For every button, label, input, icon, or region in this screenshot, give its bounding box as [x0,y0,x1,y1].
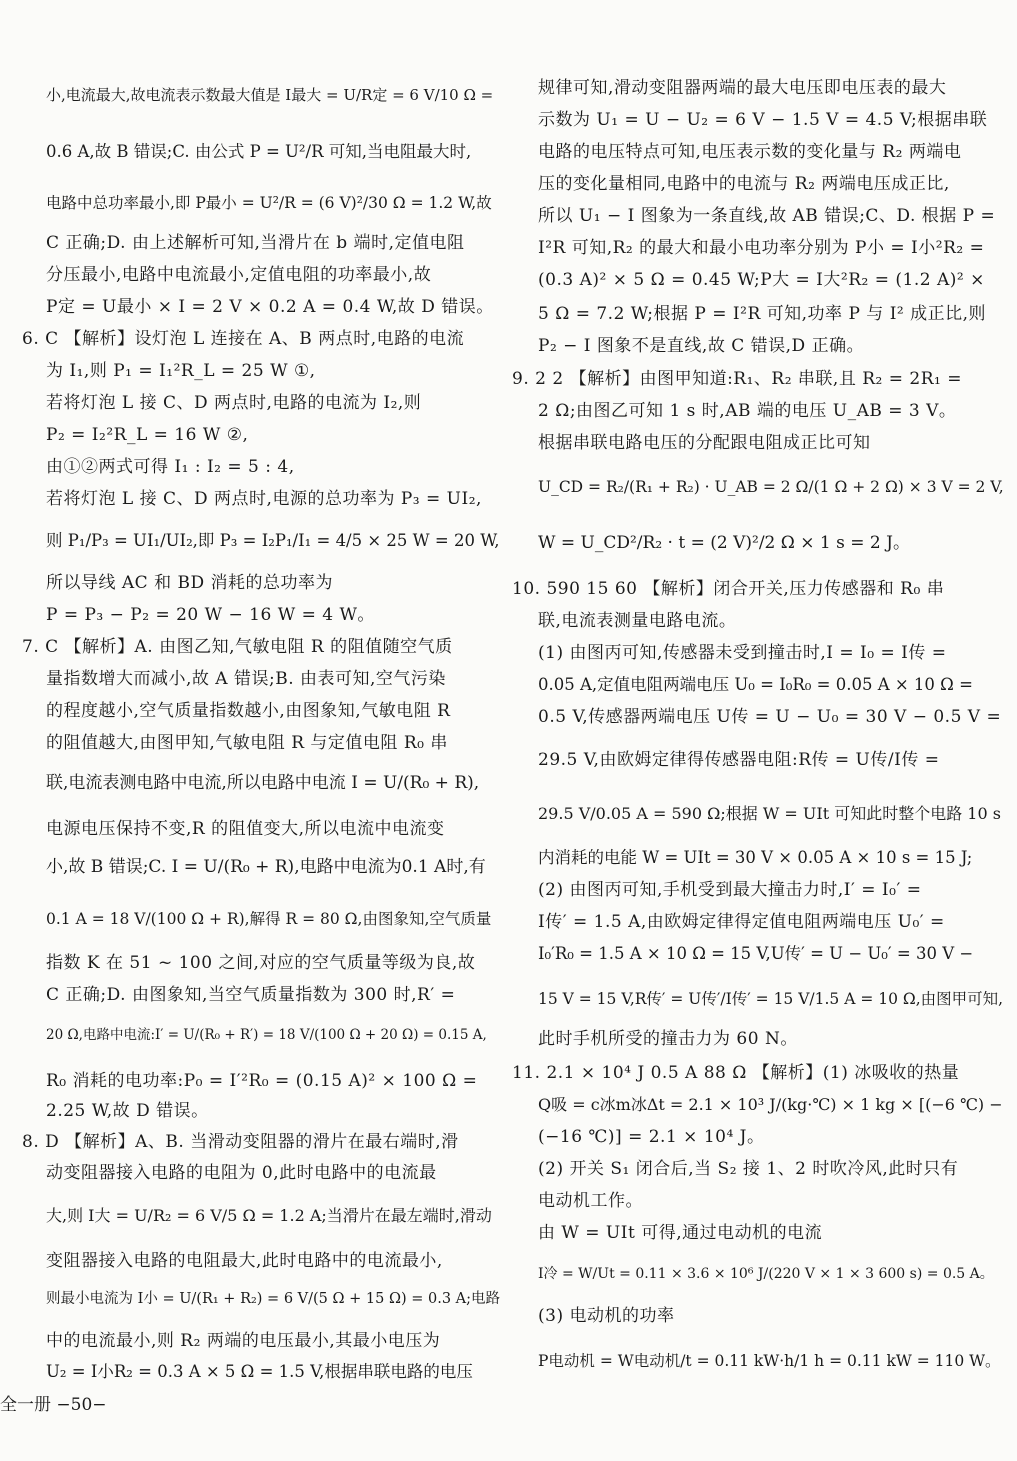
text-line: 分压最小,电路中电流最小,定值电阻的功率最小,故 [46,265,432,285]
text-line: P₂ = I₂²R_L = 16 W ②, [46,425,249,445]
text-line: 由①②两式可得 I₁ : I₂ = 5 : 4, [46,457,295,477]
text-line: U_CD = R₂/(R₁ + R₂) · U_AB = 2 Ω/(1 Ω + 2 Ω) × 3 V = 2 V, [538,478,1004,496]
text-line: 29.5 V,由欧姆定律得传感器电阻:R传 = U传/I传 = [538,750,940,770]
answer-8-heading: 8. D 【解析】A、B. 当滑动变阻器的滑片在最右端时,滑 [22,1132,459,1152]
text-line: 0.05 A,定值电阻两端电压 U₀ = I₀R₀ = 0.05 A × 10 Ω = [538,675,973,694]
answer-11-heading: 11. 2.1 × 10⁴ J 0.5 A 88 Ω 【解析】(1) 冰吸收的热量 [512,1063,960,1083]
text-line: (2) 由图丙可知,手机受到最大撞击力时,I′ = I₀′ = [538,880,922,900]
text-line: (3) 电动机的功率 [538,1306,675,1326]
text-line: 根据串联电路电压的分配跟电阻成正比可知 [538,433,871,453]
text-line: I冷 = W/Ut = 0.11 × 3.6 × 10⁶ J/(220 V × 1 × 3 600 s) = 0.5 A。 [538,1266,994,1282]
text-line: W = U_CD²/R₂ · t = (2 V)²/2 Ω × 1 s = 2 J。 [538,533,910,553]
answer-6-heading: 6. C 【解析】设灯泡 L 连接在 A、B 两点时,电路的电流 [22,329,465,349]
text-line: (0.3 A)² × 5 Ω = 0.45 W;P大 = I大²R₂ = (1.2 A)² × [538,270,985,290]
text-line: 则最小电流为 I小 = U/(R₁ + R₂) = 6 V/(5 Ω + 15 Ω) = 0.3 A;电路 [46,1291,501,1307]
text-line: (1) 由图丙可知,传感器未受到撞击时,I = I₀ = I传 = [538,643,947,663]
text-line: 电动机工作。 [538,1191,643,1211]
text-line: 的程度越小,空气质量指数越小,由图象知,气敏电阻 R [46,701,451,721]
text-line: 示数为 U₁ = U − U₂ = 6 V − 1.5 V = 4.5 V;根据串联 [538,110,988,130]
text-line: 所以 U₁ − I 图象为一条直线,故 AB 错误;C、D. 根据 P = [538,206,996,226]
text-line: 动变阻器接入电路的电阻为 0,此时电路中的电流最 [46,1163,437,1183]
text-line: 电源电压保持不变,R 的阻值变大,所以电流中电流变 [46,819,445,839]
text-line: 大,则 I大 = U/R₂ = 6 V/5 Ω = 1.2 A;当滑片在最左端时,滑动 [46,1206,492,1225]
text-line: 联,电流表测电路中电流,所以电路中电流 I = U/(R₀ + R), [46,773,480,793]
text-line: 此时手机所受的撞击力为 60 N。 [538,1029,798,1049]
text-line: 则 P₁/P₃ = UI₁/UI₂,即 P₃ = I₂P₁/I₁ = 4/5 × 25 W = 20 W, [46,531,500,550]
text-line: P电动机 = W电动机/t = 0.11 kW·h/1 h = 0.11 kW = 110 W。 [538,1352,1001,1370]
text-line: U₂ = I小R₂ = 0.3 A × 5 Ω = 1.5 V,根据串联电路的电压 [46,1362,473,1381]
text-line: P定 = U最小 × I = 2 V × 0.2 A = 0.4 W,故 D 错误。 [46,297,494,317]
text-line: 0.1 A = 18 V/(100 Ω + R),解得 R = 80 Ω,由图象知,空气质量 [46,910,492,928]
text-line: 15 V = 15 V,R传′ = U传′/I传′ = 15 V/1.5 A = 10 Ω,由图甲可知, [538,990,1004,1008]
text-line: P = P₃ − P₂ = 20 W − 16 W = 4 W。 [46,605,375,625]
text-line: P₂ − I 图象不是直线,故 C 错误,D 正确。 [538,336,865,356]
page-footer: 全一册 −50− [0,1395,107,1415]
text-line: 小,故 B 错误;C. I = U/(R₀ + R),电路中电流为0.1 A时,有 [46,857,486,877]
text-line: R₀ 消耗的电功率:P₀ = I′²R₀ = (0.15 A)² × 100 Ω = [46,1071,478,1091]
text-line: 0.5 V,传感器两端电压 U传 = U − U₀ = 30 V − 0.5 V = [538,707,1002,727]
text-line: 为 I₁,则 P₁ = I₁²R_L = 25 W ①, [46,361,316,381]
text-line: 电路中总功率最小,即 P最小 = U²/R = (6 V)²/30 Ω = 1.2 W,故 [46,194,492,212]
text-line: 所以导线 AC 和 BD 消耗的总功率为 [46,573,334,593]
text-line: 压的变化量相同,电路中的电流与 R₂ 两端电压成正比, [538,174,950,194]
text-line: 变阻器接入电路的电阻最大,此时电路中的电流最小, [46,1251,443,1271]
text-line: 量指数增大而减小,故 A 错误;B. 由表可知,空气污染 [46,669,446,689]
text-line: 小,电流最大,故电流表示数最大值是 I最大 = U/R定 = 6 V/10 Ω = [46,86,494,104]
text-line: Q吸 = c冰m冰Δt = 2.1 × 10³ J/(kg·℃) × 1 kg × [(−6 ℃) − [538,1095,1003,1114]
text-line: I²R 可知,R₂ 的最大和最小电功率分别为 P小 = I小²R₂ = [538,238,985,258]
text-line: I₀′R₀ = 1.5 A × 10 Ω = 15 V,U传′ = U − U₀′ = 30 V − [538,944,974,963]
text-line: 指数 K 在 51 ~ 100 之间,对应的空气质量等级为良,故 [46,953,476,973]
answer-10-heading: 10. 590 15 60 【解析】闭合开关,压力传感器和 R₀ 串 [512,579,945,599]
text-line: I传′ = 1.5 A,由欧姆定律得定值电阻两端电压 U₀′ = [538,912,945,932]
text-line: 的阻值越大,由图甲知,气敏电阻 R 与定值电阻 R₀ 串 [46,733,448,753]
text-line: 2.25 W,故 D 错误。 [46,1101,209,1121]
answer-9-heading: 9. 2 2 【解析】由图甲知道:R₁、R₂ 串联,且 R₂ = 2R₁ = [512,369,962,389]
text-line: 规律可知,滑动变阻器两端的最大电压即电压表的最大 [538,78,947,98]
text-line: 2 Ω;由图乙可知 1 s 时,AB 端的电压 U_AB = 3 V。 [538,401,957,421]
text-line: C 正确;D. 由上述解析可知,当滑片在 b 端时,定值电阻 [46,233,465,253]
text-line: 若将灯泡 L 接 C、D 两点时,电路的电流为 I₂,则 [46,393,422,413]
text-line: 5 Ω = 7.2 W;根据 P = I²R 可知,功率 P 与 I² 成正比,则 [538,304,987,324]
text-line: 由 W = UIt 可得,通过电动机的电流 [538,1223,823,1243]
answer-7-heading: 7. C 【解析】A. 由图乙知,气敏电阻 R 的阻值随空气质 [22,637,453,657]
text-line: 20 Ω,电路中电流:I′ = U/(R₀ + R′) = 18 V/(100 Ω + 20 Ω) = 0.15 A, [46,1027,487,1043]
text-line: 联,电流表测量电路电流。 [538,611,737,631]
text-line: (2) 开关 S₁ 闭合后,当 S₂ 接 1、2 时吹冷风,此时只有 [538,1159,959,1179]
text-line: 电路的电压特点可知,电压表示数的变化量与 R₂ 两端电 [538,142,962,162]
text-line: 29.5 V/0.05 A = 590 Ω;根据 W = UIt 可知此时整个电路 10 s [538,804,1001,823]
text-line: 内消耗的电能 W = UIt = 30 V × 0.05 A × 10 s = 15 J; [538,848,973,867]
text-line: C 正确;D. 由图象知,当空气质量指数为 300 时,R′ = [46,985,456,1005]
text-line: 0.6 A,故 B 错误;C. 由公式 P = U²/R 可知,当电阻最大时, [46,142,472,161]
text-line: 中的电流最小,则 R₂ 两端的电压最小,其最小电压为 [46,1331,441,1351]
text-line: (−16 ℃)] = 2.1 × 10⁴ J。 [538,1127,765,1147]
text-line: 若将灯泡 L 接 C、D 两点时,电源的总功率为 P₃ = UI₂, [46,489,482,509]
